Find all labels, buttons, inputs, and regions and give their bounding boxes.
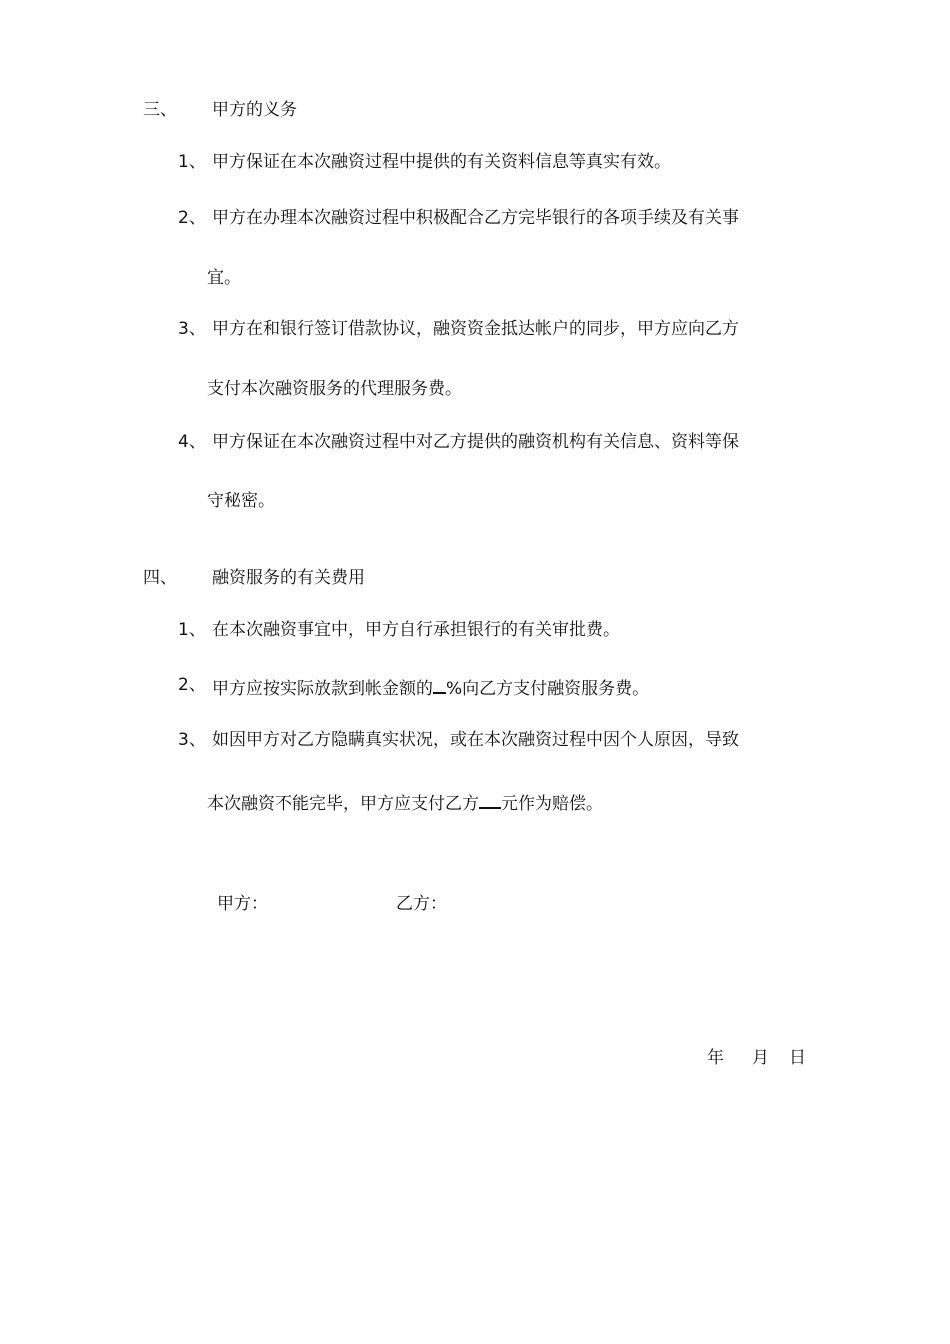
section-3-item-3-continuation: 支付本次融资服务的代理服务费。 (207, 379, 462, 399)
section-4-item-2-text (212, 674, 649, 700)
section-3-item-2-continuation: 宜。 (207, 268, 241, 288)
section-3-item-2-text: 甲方在办理本次融资过程中积极配合乙方完毕银行的各项手续及有关事 (212, 208, 739, 228)
compensation-amount-blank (479, 789, 501, 809)
section-4-item-1-number: 1、 (178, 620, 206, 640)
section-4-item-3-cont-before: 本次融资不能完毕，甲方应支付乙方 (207, 794, 479, 814)
section-3-item-1-text: 甲方保证在本次融资过程中提供的有关资料信息等真实有效。 (212, 152, 671, 172)
section-4-title: 融资服务的有关费用 (212, 568, 365, 588)
section-4-item-2-text-before: 甲方应按实际放款到帐金额的 (212, 679, 433, 699)
section-3-item-4-continuation: 守秘密。 (207, 491, 275, 511)
section-4-number: 四、 (143, 568, 177, 588)
date-day-label: 日 (789, 1048, 806, 1068)
section-4-item-2-text-after: %向乙方支付融资服务费。 (446, 679, 650, 699)
section-3-item-3-text: 甲方在和银行签订借款协议，融资资金抵达帐户的同步，甲方应向乙方 (212, 319, 739, 339)
party-a-signature-label: 甲方： (217, 894, 268, 914)
date-year-label: 年 (707, 1048, 724, 1068)
date-month-label: 月 (752, 1048, 769, 1068)
section-4-item-3-text: 如因甲方对乙方隐瞒真实状况，或在本次融资过程中因个人原因，导致 (212, 730, 739, 750)
section-3-item-4-text: 甲方保证在本次融资过程中对乙方提供的融资机构有关信息、资料等保 (212, 432, 739, 452)
section-3-number: 三、 (143, 100, 177, 120)
section-4-item-3-continuation (207, 789, 603, 815)
section-4-item-3-cont-after: 元作为赔偿。 (501, 794, 603, 814)
section-3-item-2-number: 2、 (178, 208, 206, 228)
section-4-item-2-number: 2、 (178, 675, 206, 695)
section-3-title: 甲方的义务 (212, 100, 297, 120)
fee-percent-blank (433, 674, 446, 694)
section-4-item-1-text: 在本次融资事宜中，甲方自行承担银行的有关审批费。 (212, 620, 620, 640)
section-3-item-3-number: 3、 (178, 319, 206, 339)
section-3-item-4-number: 4、 (178, 432, 206, 452)
section-3-item-1-number: 1、 (178, 152, 206, 172)
party-b-signature-label: 乙方： (396, 894, 447, 914)
section-4-item-3-number: 3、 (178, 730, 206, 750)
